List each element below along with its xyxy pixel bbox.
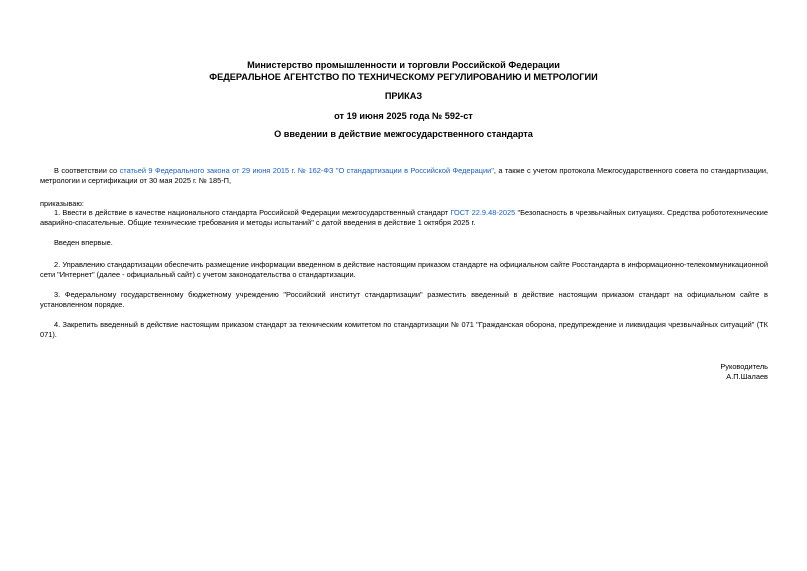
order-heading: ПРИКАЗ — [384, 91, 423, 101]
ministry-name: Министерство промышленности и торговли Российской Федерации — [247, 60, 560, 70]
preamble-text-start: В соответствии со — [54, 166, 120, 175]
preamble-text-end: , а также с учетом протокола Межгосударственного совета по стандартизации, метрологии и сертификации от 30 мая 2025 г. № 185-П, — [40, 166, 768, 186]
agency-name: ФЕДЕРАЛЬНОЕ АГЕНТСТВО ПО ТЕХНИЧЕСКОМУ РЕГУЛИРОВАНИЮ И МЕТРОЛОГИИ — [209, 72, 598, 82]
paragraph-item-2: 2. Управлению стандартизации обеспечить размещение информации введенном в действие настоящим приказом стандарте на официальном сайте Росстандарта в информационно-телекоммуникационной сети "Интернет" (далее - официальный сайт) с учетом законодательства о стандартизации. — [40, 260, 768, 280]
order-title: О введении в действие межгосударственного стандарта — [274, 129, 533, 139]
federal-law-link[interactable]: статьей 9 Федерального закона от 29 июня 2015 г. № 162-ФЗ "О стандартизации в Российской Федерации" — [119, 166, 494, 175]
paragraph-item-1 — [40, 208, 768, 229]
item-1-text-end: "Безопасность в чрезвычайных ситуациях. Средства робототехнические аварийно-спасательные. Общие технические требования и методы испытаний" с датой введения в действие 1 октября 2025 г. — [40, 208, 768, 228]
order-date-number: от 19 июня 2025 года № 592-ст — [334, 111, 473, 121]
paragraph-prikazyvayu: приказываю: — [40, 199, 84, 208]
item-1-text-start: 1. Ввести в действие в качестве национального стандарта Российской Федерации межгосударственный стандарт — [54, 208, 451, 217]
gost-standard-link[interactable]: ГОСТ 22.9.48-2025 — [450, 208, 516, 217]
paragraph-item-4: 4. Закрепить введенный в действие настоящим приказом стандарт за техническим комитетом по стандартизации № 071 "Гражданская оборона, предупреждение и ликвидация чрезвычайных ситуаций" (ТК 071). — [40, 320, 768, 340]
signature-role: Руководитель — [720, 362, 768, 371]
paragraph-item-3: 3. Федеральному государственному бюджетному учреждению "Российский институт стандартизации" разместить введенный в действие настоящим приказом стандарт на официальном сайте в установленном порядке. — [40, 290, 768, 310]
signature-name: А.П.Шалаев — [726, 372, 768, 381]
paragraph-preamble — [40, 166, 768, 187]
paragraph-introduced-first: Введен впервые. — [54, 238, 113, 247]
